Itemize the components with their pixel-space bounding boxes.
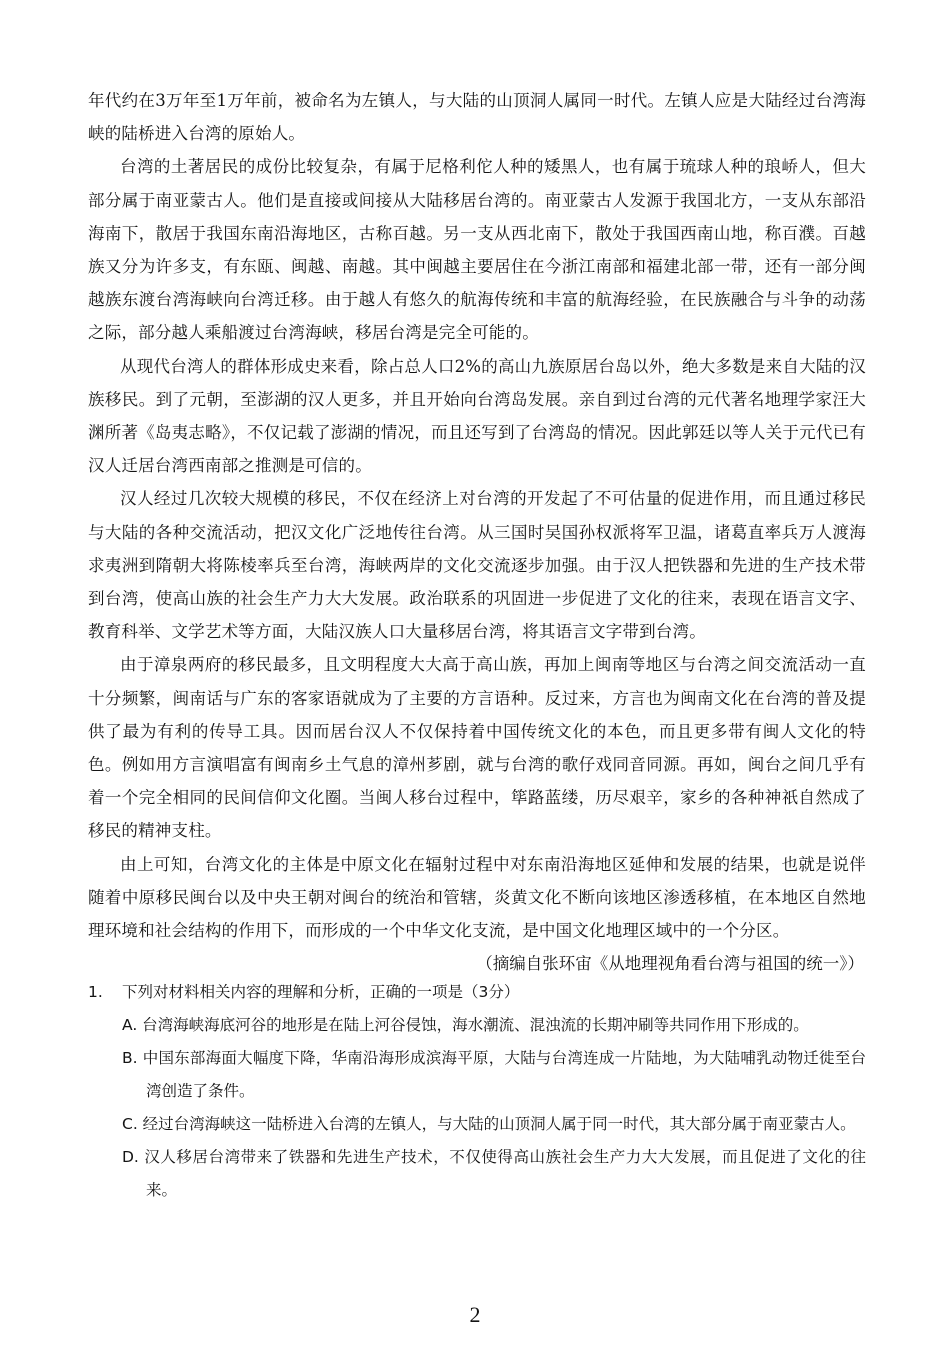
passage-paragraph: 从现代台湾人的群体形成史来看，除占总人口2%的高山九族原居台岛以外，绝大多数是来自大陆的汉族移民。到了元朝，至澎湖的汉人更多，并且开始向台湾岛发展。亲自到过台湾的元代著名地理学家汪大渊所著《岛夷志略》，不仅记载了澎湖的情况，而且还写到了台湾岛的情况。因此郭廷以等人关于元代已有汉人迁居台湾西南部之推测是可信的。 xyxy=(88,356,866,476)
passage-paragraph: 台湾的土著居民的成份比较复杂，有属于尼格利佗人种的矮黑人，也有属于琉球人种的琅峤人，但大部分属于南亚蒙古人。他们是直接或间接从大陆移居台湾的。南亚蒙古人发源于我国北方，一支从东部沿海南下，散居于我国东南沿海地区，古称百越。另一支从西北南下，散处于我国西南山地，称百濮。百越族又分为许多支，有东瓯、闽越、南越。其中闽越主要居住在今浙江南部和福建北部一带，还有一部分闽越族东渡台湾海峡向台湾迁移。由于越人有悠久的航海传统和丰富的航海经验，在民族融合与斗争的动荡之际，部分越人乘船渡过台湾海峡，移居台湾是完全可能的。 xyxy=(88,157,866,343)
page-number: 2 xyxy=(469,1302,481,1327)
question-number: 1. xyxy=(88,983,103,1001)
option-d: D. 汉人移居台湾带来了铁器和先进生产技术，不仅使得高山族社会生产力大大发展，而且促进了文化的往来。 xyxy=(122,1148,866,1199)
passage-paragraph: 汉人经过几次较大规模的移民，不仅在经济上对台湾的开发起了不可估量的促进作用，而且通过移民与大陆的各种交流活动，把汉文化广泛地传往台湾。从三国时吴国孙权派将军卫温，诸葛直率兵万人渡海求夷洲到隋朝大将陈棱率兵至台湾，海峡两岸的文化交流逐步加强。由于汉人把铁器和先进的生产技术带到台湾，使高山族的社会生产力大大发展。政治联系的巩固进一步促进了文化的往来，表现在语言文字、教育科举、文学艺术等方面，大陆汉族人口大量移居台湾，将其语言文字带到台湾。 xyxy=(88,489,866,642)
reading-passage xyxy=(88,84,866,980)
question-text: 下列对材料相关内容的理解和分析，正确的一项是（3分） xyxy=(122,983,520,1001)
option-c: C. 经过台湾海峡这一陆桥进入台湾的左镇人，与大陆的山顶洞人属于同一时代，其大部分属于南亚蒙古人。 xyxy=(122,1115,856,1133)
answer-options xyxy=(88,1009,866,1207)
option-a: A. 台湾海峡海底河谷的地形是在陆上河谷侵蚀，海水潮流、混浊流的长期冲刷等共同作用下形成的。 xyxy=(122,1016,809,1034)
passage-paragraph: 年代约在3万年至1万年前，被命名为左镇人，与大陆的山顶洞人属同一时代。左镇人应是大陆经过台湾海峡的陆桥进入台湾的原始人。 xyxy=(88,91,866,144)
passage-paragraph: 由上可知，台湾文化的主体是中原文化在辐射过程中对东南沿海地区延伸和发展的结果，也就是说伴随着中原移民闽台以及中央王朝对闽台的统治和管辖，炎黄文化不断向该地区渗透移植，在本地区自然地理环境和社会结构的作用下，而形成的一个中华文化支流，是中国文化地理区域中的一个分区。 xyxy=(88,854,866,941)
passage-paragraph: 由于漳泉两府的移民最多，且文明程度大大高于高山族，再加上闽南等地区与台湾之间交流活动一直十分频繁，闽南话与广东的客家语就成为了主要的方言语种。反过来，方言也为闽南文化在台湾的普及提供了最为有利的传导工具。因而居台汉人不仅保持着中国传统文化的本色，而且更多带有闽人文化的特色。例如用方言演唱富有闽南乡土气息的漳州芗剧，就与台湾的歌仔戏同音同源。再如，闽台之间几乎有着一个完全相同的民间信仰文化圈。当闽人移台过程中，筚路蓝缕，历尽艰辛，家乡的各种神祇自然成了移民的精神支柱。 xyxy=(88,655,866,841)
question-stem xyxy=(88,976,866,1009)
passage-source-citation: （摘编自张环宙《从地理视角看台湾与祖国的统一》） xyxy=(476,954,864,974)
question-1 xyxy=(88,976,866,1207)
option-b: B. 中国东部海面大幅度下降，华南沿海形成滨海平原，大陆与台湾连成一片陆地，为大陆哺乳动物迁徙至台湾创造了条件。 xyxy=(122,1049,866,1100)
